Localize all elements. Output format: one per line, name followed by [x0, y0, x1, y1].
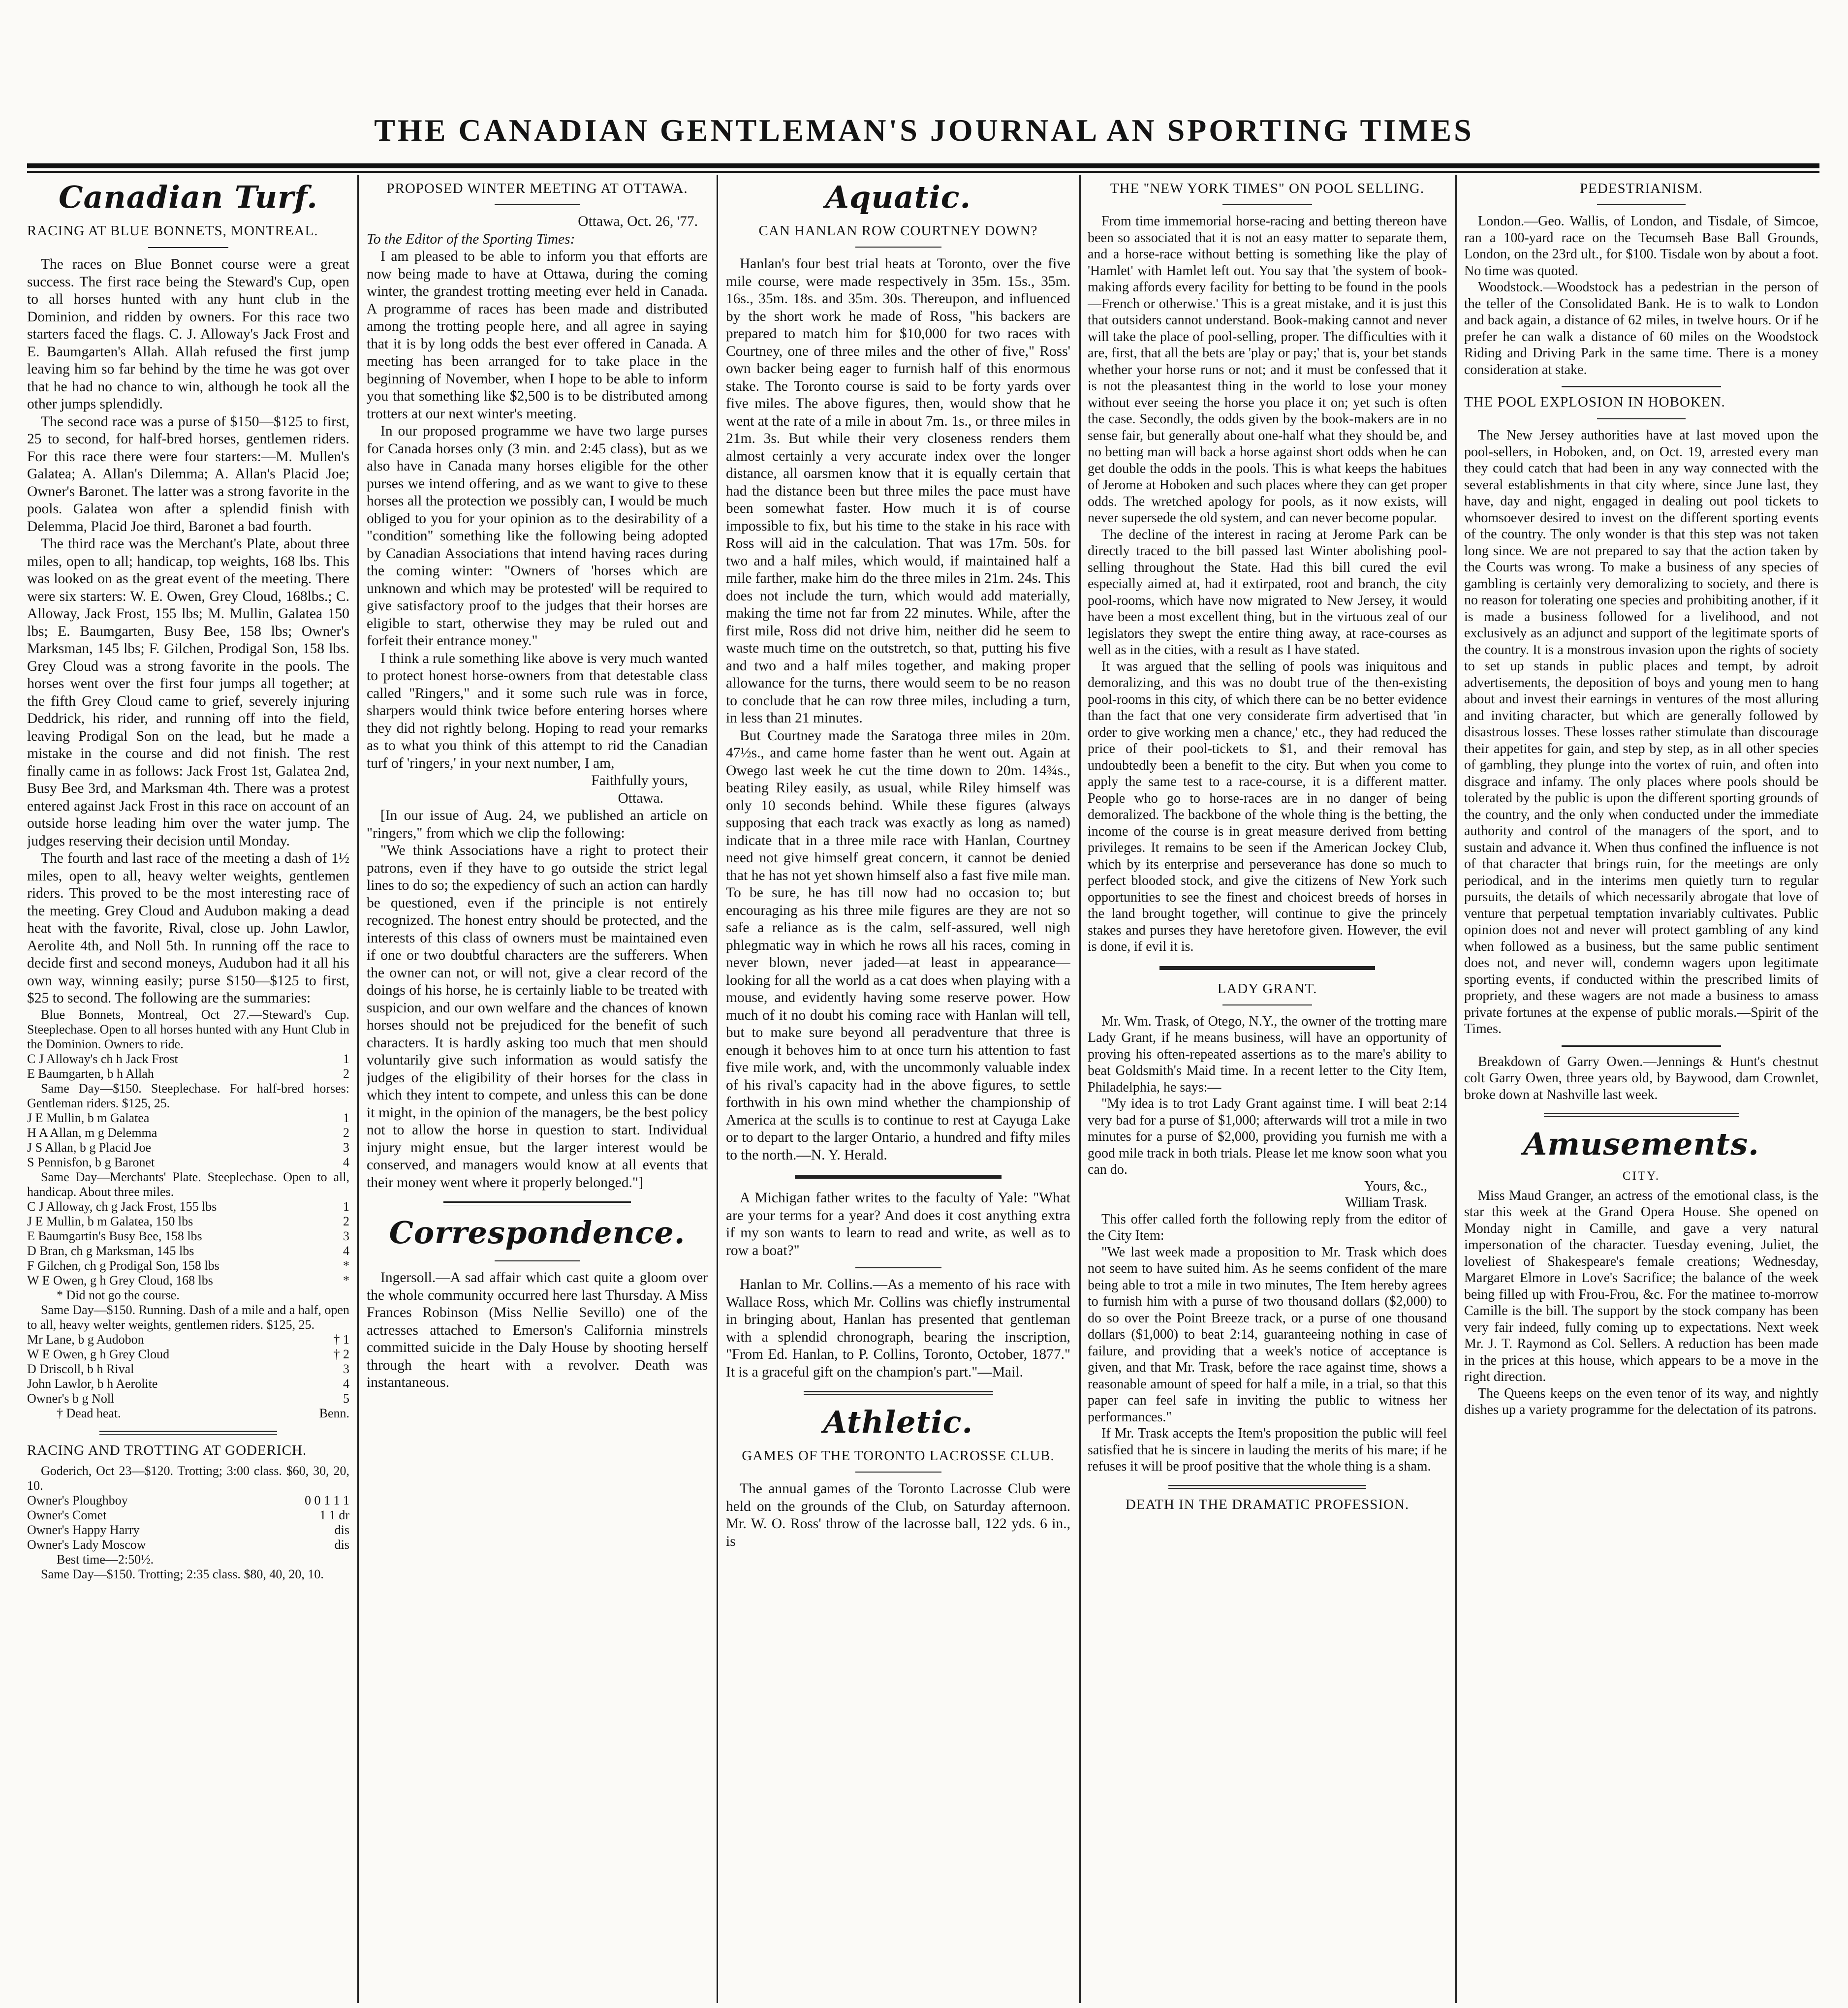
result-row: Owner's b g Noll 5	[27, 1391, 349, 1406]
paragraph: I think a rule something like above is very much wanted to protect honest horse-owners from that detestable class called "Ringers," and it some such rule was in force, sharpers would think twice before entering horses where they did not rightly belong. Hoping to read your remarks as to what you think of this attempt to rid the Canadian turf of 'ringers,' in your next number, I am,	[367, 650, 708, 771]
result-row: E Baumgarten, b h Allah 2	[27, 1066, 349, 1081]
article-headline: GAMES OF THE TORONTO LACROSSE CLUB.	[742, 1448, 1055, 1464]
separator	[99, 1431, 277, 1435]
separator	[1597, 204, 1686, 205]
column-divider	[717, 175, 718, 2003]
separator	[795, 1175, 1002, 1179]
paragraph: The second race was a purse of $150—$125 to first, 25 to second, for half-bred horses, gentlemen riders. For this race there were four starters:—M. Mullen's Galatea; A. Allan's Dilemma; A. Allan's Placid Joe; Owner's Baronet. The latter was a strong favorite in the pools. Galatea won after a splendid finish with Delemma, Placid Joe third, Baronet a bad fourth.	[27, 413, 349, 534]
paragraph: The New Jersey authorities have at last moved upon the pool-sellers, in Hoboken, and, on Oct. 19, arrested every man they could catch that had been in any way connected with the several establishments in that city where, since June last, they have, day and night, engaged in dealing out pool tickets to whomsoever desired to invest on the different sporting events of the country. The only wonder is that this step was not taken long since. We are not prepared to say that the action taken by the Courts was wrong. To make a business of any species of gambling is certainly very demoralizing to society, and there is no reason for tolerating one species and prohibiting another, if it is made a business followed for a livelihood, and not exclusively as an adjunct and support of the legitimate sports of the country. It is a monstrous invasion upon the rights of society to set up stands in public places and tempt, by adroit advertisements, the deposition of boys and young men to hang about and invest their earnings in ventures of the most alluring and inviting character, but which are generally followed by disastrous losses. These losses rather stimulate than discourage their appetites for gain, and step by step, as in all other species of gambling, they plunge into the vortex of ruin, and often into disgrace and infamy. The only places where pools should be tolerated by the public is upon the different sporting grounds of the country, and the only when conducted under the immediate authority and control of the managers of the sport, and to sustain and advance it. When thus confined the influence is not of that character that brings ruin, for the meetings are only periodical, and in the interims men quietly turn to regular pursuits, the details of which necessarily abrogate that love of venture that perpetual temptation invariably cultivates. Public opinion does not and never will protect gambling of any kind when followed as a business, but the same public sentiment does not, and never will, condemn wagers upon legitimate sporting events, if conducted within the prescribed limits of propriety, and these wagers are not made a business to amass private fortunes at the expense of public morals.—Spirit of the Times.	[1464, 428, 1818, 1036]
result-row: W E Owen, g h Grey Cloud, 168 lbs *	[27, 1273, 349, 1287]
result-row: Owner's Happy Harry dis	[27, 1522, 349, 1537]
masthead-rule	[27, 163, 1819, 168]
article-headline: THE POOL EXPLOSION IN HOBOKEN.	[1464, 394, 1725, 410]
separator	[443, 1201, 631, 1205]
separator	[804, 1391, 993, 1395]
paragraph: In our proposed programme we have two large purses for Canada horses only (3 min. and 2:45 class), but as we also have in Canada many horses eligible for the other purses we intend offering, and as we want to give to these horses all the protection we possibly can, I would be much obliged to you for your opinion as to the desirability of a "condition" something like the following being adopted by Canadian Associations that intend having races during the coming winter: "Owners of 'horses which are unknown and which may be protested' will be required to give satisfactory proof to the judges that their horses are eligible to start, otherwise they may be ruled out and forfeit their entrance money."	[367, 423, 708, 649]
paragraph: "We last week made a proposition to Mr. Trask which does not seem to have suited him. As he seems confident of the mare being able to trot a mile in two minutes, The Item hereby agrees to furnish him with a purse of two thousand dollars ($2,000) to do so over the Point Breeze track, or a purse of one thousand dollars ($1,000) to beat 2:14, guaranteeing nothing in case of failure, and providing that a week's notice of acceptance is given, and that Mr. Trask, before the race against time, shows a reasonable amount of speed for half a mile, in a trial, so that this paper can feel safe in inviting the public to witness her performances."	[1088, 1244, 1447, 1425]
column-2	[367, 175, 708, 2001]
article-headline: PROPOSED WINTER MEETING AT OTTAWA.	[386, 181, 688, 196]
result-row: C J Alloway, ch g Jack Frost, 155 lbs 1	[27, 1199, 349, 1214]
paragraph: Mr. Wm. Trask, of Otego, N.Y., the owner of the trotting mare Lady Grant, if he means business, will have an opportunity of proving his often-repeated assertions as to the mare's ability to beat Goldsmith's Maid time. In a recent letter to the City Item, Philadelphia, he says:—	[1088, 1013, 1447, 1095]
masthead	[0, 0, 1848, 162]
separator	[1562, 386, 1721, 387]
paragraph: "We think Associations have a right to protect their patrons, even if they have to go outside the strict legal lines to do so; the expediency of such an action can hardly be questioned, even if the principle is not entirely recognized. The honest entry should be protected, and the interests of this class of owners must be maintained even if one or two doubtful characters are the sufferers. When the owner can not, or will not, give a clear record of the doings of his horse, he is certainly liable to be treated with suspicion, and our own welfare and the chances of known horses should not be prejudiced for the benefit of such characters. It is hardly asking too much that men should voluntarily give such information as would satisfy the judges of the eligibility of their horses for the class in which they intent to compete, and unless this can be done it might, in the opinion of the managers, be the best policy not to allow the horse in question to start. Individual injury might ensue, but the larger interest would be conserved, and managers would know at all events that their money went where it properly belonged."]	[367, 843, 708, 1191]
paragraph: It was argued that the selling of pools was iniquitous and demoralizing, and this was no doubt true of the then-existing pool-rooms in this city, of which there can be no better evidence than the fact that one very considerate firm advertised that 'in order to give working men a chance,' etc., they had reduced the price of their pool-tickets to $1, and their removal has undoubtedly been a benefit to the city. But when you come to apply the same test to a race-course, it is a different matter. People who go to horse-races are in no danger of being demoralized. The backbone of the whole thing is the betting, the income of the course is in great measure derived from betting privileges. It remains to be seen if the American Jockey Club, which by its enterprise and perseverance has done so much to perfect blooded stock, and give the citizens of New York such opportunities to see the finest and choicest breeds of horses in the land brought together, will continue to give the princely stakes and purses they have heretofore given. However, the evil is done, if evil it is.	[1088, 659, 1447, 954]
race-summary	[27, 1464, 349, 1582]
result-row: Owner's Ploughboy 0 0 1 1 1	[27, 1493, 349, 1507]
column-divider	[1455, 175, 1457, 2003]
paragraph: From time immemorial horse-racing and betting thereon have been so associated that it is not an easy matter to separate them, and a horse-race without betting is something like the play of 'Hamlet' with Hamlet left out. You say that 'the system of book-making affords every facility for betting to be found in the pools—French or otherwise.' This is a great mistake, and it is just this that outsiders cannot understand. Book-making cannot and never will take the place of pool-selling, proper. The difficulties with it are, first, that all the bets are 'play or pay;' that is, your bet stands whether your horse runs or not; and it must be confessed that it is not the pleasantest thing in the world to lose your money without ever seeing the horse you place it on; yet such is often the case. Secondly, the odds given by the book-makers are in no sense fair, but generally about one-half what they should be, and no betting man will back a horse against short odds when he can get double the odds in the pools. This is what keeps the habitues of Jerome at Hoboken and such places where they can get proper odds. The wretched apology for pools, as it now exists, will never supersede the old system, and can never become popular.	[1088, 214, 1447, 526]
paragraph: A Michigan father writes to the faculty of Yale: "What are your terms for a year? And does it cost anything extra if my son wants to learn to read and write, as well as to row a boat?"	[726, 1190, 1070, 1258]
paragraph: The annual games of the Toronto Lacrosse Club were held on the grounds of the Club, on Saturday afternoon. Mr. W. O. Ross' throw of the lacrosse ball, 122 yds. 6 in., is	[726, 1481, 1070, 1549]
separator	[495, 204, 580, 205]
separator	[1562, 1045, 1721, 1047]
summary-heading: Same Day—$150. Steeplechase. For half-bred horses: Gentleman riders. $125, 25.	[27, 1081, 349, 1110]
race-summary	[27, 1007, 349, 1421]
department-heading: Athletic.	[823, 1404, 973, 1440]
paragraph: London.—Geo. Wallis, of London, and Tisdale, of Simcoe, ran a 100-yard race on the Tecumseh Base Ball Grounds, London, on the 23rd ult., for $100. Tisdale won by about a foot. No time was quoted.	[1464, 214, 1818, 279]
summary-heading: Goderich, Oct 23—$120. Trotting; 3:00 class. $60, 30, 20, 10.	[27, 1463, 349, 1493]
result-row: W E Owen, g h Grey Cloud † 2	[27, 1347, 349, 1361]
separator	[495, 1260, 580, 1261]
column-4	[1088, 175, 1447, 2001]
result-row: Mr Lane, b g Audobon † 1	[27, 1332, 349, 1347]
paragraph: But Courtney made the Saratoga three miles in 20m. 47½s., and came home faster than he went out. Again at Owego last week he cut the time down to 20m. 14¾s., beating Riley easily, as usual, while Riley himself was only 10 seconds behind. While these figures (always supposing that each track was exactly as long as named) indicate that in a three mile race with Hanlan, Courtney need not give himself great concern, it cannot be denied that he has not yet shown himself also a fast five mile man. To be sure, he has till now had no occasion to; but encouraging as his three mile figures are they are not so safe a reliance as is the calm, self-assured, well nigh phlegmatic way in which he rows all his races, coming in never blown, never jaded—at least in appearance—looking for all the world as a cat does when playing with a mouse, and evidently having some reserve power. How much of it no doubt his coming race with Hanlan will tell, but to make sure beyond all peradventure that three is enough it behoves him to at once turn his attention to fast five mile work, and, with the uncommonly valuable index of his rival's capacity had in the above figures, to settle forthwith in his own mind whether the championship of America at the sculls is to continue to rest at Cayuga Lake or to depart to the larger Ontario, a hundred and fifty miles to the north.—N. Y. Herald.	[726, 727, 1070, 1163]
column-divider	[1079, 175, 1081, 2003]
result-row: J E Mullin, b m Galatea 1	[27, 1110, 349, 1125]
separator	[1544, 1113, 1739, 1117]
article-headline: RACING AND TROTTING AT GODERICH.	[27, 1442, 307, 1458]
result-row: S Pennisfon, b g Baronet 4	[27, 1155, 349, 1169]
paragraph: This offer called forth the following reply from the editor of the City Item:	[1088, 1211, 1447, 1243]
signature: Faithfully yours,	[591, 773, 688, 788]
signature: William Trask.	[1345, 1195, 1427, 1210]
summary-heading: Same Day—$150. Trotting; 2:35 class. $80, 40, 20, 10.	[41, 1567, 324, 1581]
masthead-title: THE CANADIAN GENTLEMAN'S JOURNAL AN SPORTING TIMES	[374, 113, 1474, 148]
masthead-rule-thin	[27, 171, 1819, 173]
result-row: H A Allan, m g Delemma 2	[27, 1125, 349, 1140]
paragraph: The decline of the interest in racing at Jerome Park can be directly traced to the bill passed last Winter abolishing pool-selling throughout the State. Had this bill cured the evil especially aimed at, had it extirpated, root and branch, the city pool-rooms, which have now migrated to New Jersey, it would have been a most excellent thing, but in the virtuous zeal of our legislators they swept the entire thing away, at race-courses as well as in the cities, with a result as I have stated.	[1088, 527, 1447, 658]
column-5	[1464, 175, 1818, 2001]
paragraph: Woodstock.—Woodstock has a pedestrian in the person of the teller of the Consolidated Bank. He is to walk to London and back again, a distance of 62 miles, in twelve hours. Or if he prefer he can walk a distance of 60 miles on the Woodstock Riding and Driving Park in the same time. There is a money consideration at stake.	[1464, 280, 1818, 377]
paragraph: [In our issue of Aug. 24, we published an article on "ringers," from which we clip the following:	[367, 808, 708, 841]
article-headline: PEDESTRIANISM.	[1579, 181, 1703, 196]
separator	[1222, 204, 1313, 205]
separator	[148, 247, 229, 248]
paragraph: Ingersoll.—A sad affair which cast quite a gloom over the whole community occurred here last Thursday. A Miss Frances Robinson (Miss Nellie Sevillo) one of the actresses attached to Emerson's California minstrels committed suicide in the Daly House by shooting herself through the heart with a revolver. Death was instantaneous.	[367, 1270, 708, 1390]
separator	[1222, 1004, 1313, 1005]
paragraph: Hanlan's four best trial heats at Toronto, over the five mile course, were made respectively in 35m. 15s., 35m. 16s., 35m. 18s. and 35m. 30s. Thereupon, and influenced by the short work he made of Ross, "his backers are prepared to match him for $10,000 for two races with Courtney, one of three miles and the other of five," Ross' own backer being eager to furnish half of this enormous stake. The Toronto course is said to be forty yards over five miles. The above figures, then, would show that he went at the rate of a mile in about 7m. 1s., or three miles in 21m. 3s. But while their very closeness renders them almost certainly a very accurate index over the longer distance, all oarsmen know that it is equally certain that had the distance been but three miles the pace must have been somewhat faster. How much it is of course impossible to fix, but his time to the stake in his race with Ross will aid in the calculation. That was 17m. 50s. for two and a half miles, which would, if maintained half a mile farther, make him do the three miles in 21m. 24s. This does not include the turn, which would add materially, making the time not far from 22 minutes. While, after the first mile, Ross did not drive him, neither did he seem to waste much time on the outstretch, so that, putting his five and two and a half miles together, and making proper allowance for the turns, there would seem to be no reason to conclude that he can row three miles, including a turn, in less than 21 minutes.	[726, 256, 1070, 726]
result-row: E Baumgartin's Busy Bee, 158 lbs 3	[27, 1228, 349, 1243]
department-heading: Aquatic.	[825, 179, 971, 215]
paragraph: I am pleased to be able to inform you that efforts are now being made to have at Ottawa, during the coming winter, the grandest trotting meeting ever held in Canada. A programme of races has been made and distributed among the trotting people here, and all agree in saying that it is by long odds the best ever offered in Canada. A meeting has been arranged for to take place in the beginning of November, when I hope to be able to inform you that something like $2,500 is to be distributed among trotters at our next winter's meeting.	[367, 249, 708, 422]
department-heading: Amusements.	[1523, 1126, 1759, 1162]
article-headline: RACING AT BLUE BONNETS, MONTREAL.	[27, 223, 318, 239]
separator	[1159, 966, 1375, 970]
article-headline: CAN HANLAN ROW COURTNEY DOWN?	[758, 223, 1038, 239]
paragraph: Miss Maud Granger, an actress of the emotional class, is the star this week at the Grand Opera House. She opened on Monday night in Camille, and gave a very natural impersonation of the character. Tuesday evening, Juliet, the loveliest of Shakespeare's female creations; Wednesday, Margaret Elmore in Love's Sacrifice; the balance of the week being filled up with Frou-Frou, &c. For the matinee to-morrow Camille is the bill. The support by the stock company has been very fair indeed, fully coming up to expectations. Next week Mr. J. T. Raymond as Col. Sellers. A reduction has been made in the prices at this house, which appears to be a move in the right direction.	[1464, 1188, 1818, 1384]
column-3	[726, 175, 1070, 2001]
result-row: C J Alloway's ch h Jack Frost 1	[27, 1051, 349, 1066]
subheading: CITY.	[1622, 1169, 1660, 1183]
paragraph: The Queens keeps on the even tenor of its way, and nightly dishes up a variety programme for the delectation of its patrons.	[1464, 1385, 1818, 1417]
paragraph: Hanlan to Mr. Collins.—As a memento of his race with Wallace Ross, which Mr. Collins was chiefly instrumental in bringing about, Hanlan has presented that gentleman with a splendid chronograph, bearing the inscription, "From Ed. Hanlan, to P. Collins, Toronto, October, 1877." It is a graceful gift on the champion's part."—Mail.	[726, 1277, 1070, 1380]
result-row: Owner's Comet 1 1 dr	[27, 1507, 349, 1522]
department-heading: Correspondence.	[389, 1215, 686, 1251]
result-row: John Lawlor, b h Aerolite 4	[27, 1376, 349, 1391]
column-divider	[357, 175, 359, 2003]
column-1	[27, 175, 349, 2001]
footnote: * Did not go the course.	[57, 1287, 180, 1302]
summary-heading: Same Day—$150. Running. Dash of a mile and a half, open to all, heavy welter weights, gentlemen riders. $125, 25.	[27, 1302, 349, 1332]
dateline: Ottawa, Oct. 26, '77.	[578, 214, 698, 229]
paragraph: The fourth and last race of the meeting a dash of 1½ miles, open to all, heavy welter weights, gentlemen riders. This proved to be the most interesting race of the meeting. Grey Cloud and Audubon making a dead heat with the favorite, Rival, close up. John Lawlor, Aerolite 4th, and Noll 5th. In running off the race to decide first and second moneys, Audubon had it all his own way, winning easily; purse $150—$125 to first, $25 to second. The following are the summaries:	[27, 850, 349, 1006]
separator	[855, 1267, 941, 1268]
footnote-row: † Dead heat. Benn.	[57, 1406, 349, 1420]
article-headline: LADY GRANT.	[1217, 980, 1317, 997]
paragraph: "My idea is to trot Lady Grant against time. I will beat 2:14 very bad for a purse of $1,000; afterwards will trot a mile in two minutes for a purse of $2,000, providing you furnish me with a good mile track in both trials. Please let me know soon what you can do.	[1088, 1096, 1447, 1177]
result-row: Owner's Lady Moscow dis	[27, 1537, 349, 1552]
separator	[855, 1472, 941, 1473]
result-row: F Gilchen, ch g Prodigal Son, 158 lbs *	[27, 1258, 349, 1273]
summary-heading: Blue Bonnets, Montreal, Oct 27.—Steward's Cup. Steeplechase. Open to all horses hunted with any Hunt Club in the Dominion. Owners to ride.	[27, 1007, 349, 1051]
summary-heading: Same Day—Merchants' Plate. Steeplechase. Open to all, handicap. About three miles.	[27, 1169, 349, 1199]
separator	[1168, 1485, 1366, 1489]
separator	[855, 247, 941, 248]
paragraph: Breakdown of Garry Owen.—Jennings & Hunt's chestnut colt Garry Owen, three years old, by Baywood, dam Crownlet, broke down at Nashville last week.	[1464, 1054, 1818, 1102]
result-row: J E Mullin, b m Galatea, 150 lbs 2	[27, 1214, 349, 1228]
paragraph: If Mr. Trask accepts the Item's proposition the public will feel satisfied that he is sincere in lauding the merits of his mare; if he refuses it will be proof positive that the whole thing is a sham.	[1088, 1426, 1447, 1474]
salutation: To the Editor of the Sporting Times:	[367, 231, 575, 247]
result-row: D Bran, ch g Marksman, 145 lbs 4	[27, 1243, 349, 1258]
article-headline: THE "NEW YORK TIMES" ON POOL SELLING.	[1110, 181, 1425, 196]
paragraph: The third race was the Merchant's Plate, about three miles, open to all; handicap, top weights, 168 lbs. This was looked on as the great event of the meeting. There were six starters: W. E. Owen, Grey Cloud, 168lbs.; C. Alloway, Jack Frost, 155 lbs; M. Mullin, Galatea 150 lbs; E. Baumgarten, Busy Bee, 158 lbs; Owner's Marksman, 145 lbs; F. Gilchen, Prodigal Son, 158 lbs. Grey Cloud was a strong favorite in the pools. The horses went over the first four jumps all together; at the fifth Grey Cloud came to grief, severely injuring Deddrick, his rider, and running off into the field, leaving Prodigal Son on the lead, but he made a mistake in the course and did not finish. The rest finally came in as follows: Jack Frost 1st, Galatea 2nd, Busy Bee 3rd, and Marksman 4th. There was a protest entered against Jack Frost in this race on account of an outside horse leading him over the water jump. The judges reserving their decision until Monday.	[27, 536, 349, 849]
signature: Ottawa.	[618, 790, 663, 806]
signature: Yours, &c.,	[1364, 1178, 1427, 1194]
article-headline: DEATH IN THE DRAMATIC PROFESSION.	[1125, 1496, 1409, 1512]
paragraph: The races on Blue Bonnet course were a great success. The first race being the Steward's Cup, open to all horses hunted with any hunt club in the Dominion, and ridden by owners. For this race two starters faced the flags. C. J. Alloway's Jack Frost and E. Baumgarten's Allah. Allah refused the first jump leaving him so far behind by the time he was got over that he had no chance to win, although he took all the other jumps splendidly.	[27, 256, 349, 412]
separator	[1597, 418, 1686, 419]
result-row: D Driscoll, b h Rival 3	[27, 1361, 349, 1376]
best-time: Best time—2:50½.	[57, 1552, 154, 1567]
result-row: J S Allan, b g Placid Joe 3	[27, 1140, 349, 1155]
department-heading: Canadian Turf.	[59, 179, 318, 215]
